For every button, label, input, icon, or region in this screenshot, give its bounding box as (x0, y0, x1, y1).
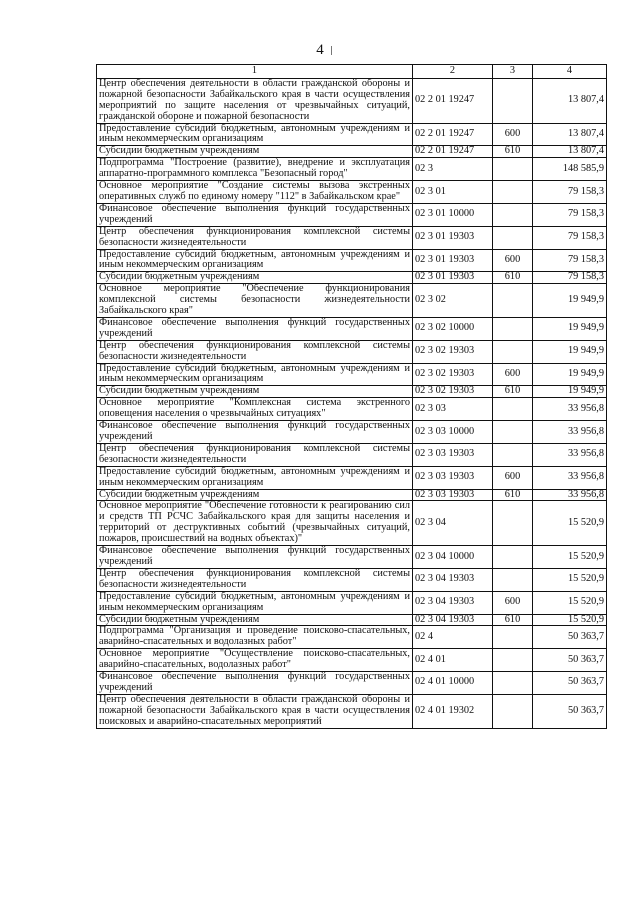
table-row (97, 317, 607, 340)
row-code: 02 4 01 10000 (413, 672, 493, 695)
row-code: 02 4 01 19302 (413, 694, 493, 728)
row-expense-type (493, 694, 533, 728)
row-expense-type (493, 203, 533, 226)
row-name: Предоставление субсидий бюджетным, автономным учреждениям и иным некоммерческим организациям (97, 591, 413, 614)
row-amount: 79 158,3 (533, 226, 607, 249)
row-name: Финансовое обеспечение выполнения функций государственных учреждений (97, 546, 413, 569)
row-amount: 13 807,4 (533, 146, 607, 158)
header-col-2: 2 (413, 65, 493, 79)
row-name: Основное мероприятие "Создание системы вызова экстренных оперативных служб по единому номеру "112" в Забайкальском крае" (97, 181, 413, 204)
row-name: Подпрограмма "Построение (развитие), внедрение и эксплуатация аппаратно-программного комплекса "Безопасный город" (97, 158, 413, 181)
row-amount: 33 956,8 (533, 421, 607, 444)
table-row (97, 626, 607, 649)
row-expense-type: 600 (493, 249, 533, 272)
row-name: Центр обеспечения функционирования комплексной системы безопасности жизнедеятельности (97, 568, 413, 591)
row-code: 02 3 01 19303 (413, 226, 493, 249)
row-name: Предоставление субсидий бюджетным, автономным учреждениям и иным некоммерческим организациям (97, 123, 413, 146)
row-code: 02 4 01 (413, 649, 493, 672)
row-expense-type (493, 78, 533, 123)
table-row (97, 340, 607, 363)
row-amount: 33 956,8 (533, 398, 607, 421)
row-expense-type: 610 (493, 614, 533, 626)
row-code: 02 3 04 10000 (413, 546, 493, 569)
row-name: Центр обеспечения деятельности в области гражданской обороны и пожарной безопасности Забайкальского края в части осуществления мероприятий по защите населения от чрезвычайных ситуаций, гражданской обороне и пожарной безопасности (97, 78, 413, 123)
row-expense-type (493, 181, 533, 204)
row-amount: 50 363,7 (533, 694, 607, 728)
table-row (97, 123, 607, 146)
table-row (97, 614, 607, 626)
row-name: Предоставление субсидий бюджетным, автономным учреждениям и иным некоммерческим организациям (97, 249, 413, 272)
row-expense-type (493, 284, 533, 318)
row-expense-type (493, 649, 533, 672)
row-amount: 50 363,7 (533, 649, 607, 672)
row-expense-type (493, 317, 533, 340)
row-code: 02 3 02 19303 (413, 363, 493, 386)
table-row (97, 421, 607, 444)
row-expense-type: 600 (493, 591, 533, 614)
table-row (97, 546, 607, 569)
row-amount: 15 520,9 (533, 501, 607, 546)
row-name: Основное мероприятие "Обеспечение функционирования комплексной системы безопасности жизнедеятельности Забайкальского края" (97, 284, 413, 318)
row-expense-type: 610 (493, 489, 533, 501)
page-tick-mark (331, 46, 332, 55)
table-row (97, 672, 607, 695)
row-code: 02 3 03 (413, 398, 493, 421)
row-code: 02 3 01 19303 (413, 249, 493, 272)
row-expense-type (493, 568, 533, 591)
row-amount: 79 158,3 (533, 181, 607, 204)
row-amount: 15 520,9 (533, 568, 607, 591)
table-row (97, 158, 607, 181)
row-amount: 33 956,8 (533, 443, 607, 466)
table-row (97, 489, 607, 501)
row-name: Предоставление субсидий бюджетным, автономным учреждениям и иным некоммерческим организациям (97, 363, 413, 386)
row-expense-type: 610 (493, 386, 533, 398)
row-code: 02 2 01 19247 (413, 123, 493, 146)
row-name: Субсидии бюджетным учреждениям (97, 272, 413, 284)
table-row (97, 501, 607, 546)
row-amount: 50 363,7 (533, 672, 607, 695)
row-expense-type: 610 (493, 272, 533, 284)
table-row (97, 272, 607, 284)
row-amount: 19 949,9 (533, 340, 607, 363)
table-row (97, 694, 607, 728)
table-body (97, 78, 607, 728)
row-expense-type (493, 501, 533, 546)
header-row (97, 65, 607, 79)
row-code: 02 3 03 10000 (413, 421, 493, 444)
table-row (97, 568, 607, 591)
table-row (97, 78, 607, 123)
header-col-1: 1 (97, 65, 413, 79)
row-amount: 50 363,7 (533, 626, 607, 649)
row-code: 02 3 03 19303 (413, 466, 493, 489)
row-code: 02 3 02 19303 (413, 340, 493, 363)
row-amount: 13 807,4 (533, 78, 607, 123)
row-name: Финансовое обеспечение выполнения функций государственных учреждений (97, 672, 413, 695)
row-name: Основное мероприятие "Комплексная система экстренного оповещения населения о чрезвычайных ситуациях" (97, 398, 413, 421)
row-amount: 148 585,9 (533, 158, 607, 181)
table-row (97, 249, 607, 272)
row-code: 02 4 (413, 626, 493, 649)
table-row (97, 363, 607, 386)
row-code: 02 3 02 (413, 284, 493, 318)
row-code: 02 3 04 19303 (413, 614, 493, 626)
row-expense-type: 610 (493, 146, 533, 158)
table-row (97, 466, 607, 489)
table-row (97, 146, 607, 158)
row-name: Субсидии бюджетным учреждениям (97, 146, 413, 158)
row-code: 02 3 01 10000 (413, 203, 493, 226)
table-row (97, 591, 607, 614)
row-amount: 79 158,3 (533, 249, 607, 272)
row-code: 02 3 04 19303 (413, 591, 493, 614)
row-amount: 19 949,9 (533, 386, 607, 398)
row-code: 02 2 01 19247 (413, 78, 493, 123)
row-code: 02 3 04 (413, 501, 493, 546)
row-expense-type (493, 443, 533, 466)
row-amount: 15 520,9 (533, 591, 607, 614)
table-row (97, 443, 607, 466)
header-col-4: 4 (533, 65, 607, 79)
row-expense-type (493, 626, 533, 649)
row-code: 02 3 01 19303 (413, 272, 493, 284)
table-row (97, 284, 607, 318)
row-expense-type (493, 340, 533, 363)
row-amount: 15 520,9 (533, 546, 607, 569)
budget-table (96, 64, 607, 729)
row-code: 02 3 (413, 158, 493, 181)
row-amount: 79 158,3 (533, 203, 607, 226)
row-name: Субсидии бюджетным учреждениям (97, 386, 413, 398)
row-amount: 19 949,9 (533, 317, 607, 340)
row-name: Субсидии бюджетным учреждениям (97, 614, 413, 626)
row-name: Центр обеспечения функционирования комплексной системы безопасности жизнедеятельности (97, 226, 413, 249)
row-code: 02 3 02 10000 (413, 317, 493, 340)
table-row (97, 386, 607, 398)
row-expense-type (493, 226, 533, 249)
row-code: 02 2 01 19247 (413, 146, 493, 158)
table-row (97, 226, 607, 249)
row-expense-type (493, 546, 533, 569)
row-name: Основное мероприятие "Обеспечение готовности к реагированию сил и средств ТП РСЧС Забайкальского края для защиты населения и территорий от деструктивных событий (чрезвычайных ситуаций, пожаров, происшествий на водных объектах)" (97, 501, 413, 546)
row-expense-type (493, 421, 533, 444)
row-expense-type (493, 398, 533, 421)
row-expense-type: 600 (493, 123, 533, 146)
row-name: Центр обеспечения функционирования комплексной системы безопасности жизнедеятельности (97, 443, 413, 466)
table-row (97, 203, 607, 226)
page-number: 4 (316, 42, 324, 58)
row-expense-type: 600 (493, 466, 533, 489)
header-col-3: 3 (493, 65, 533, 79)
table-row (97, 649, 607, 672)
row-code: 02 3 03 19303 (413, 443, 493, 466)
row-amount: 19 949,9 (533, 363, 607, 386)
row-amount: 19 949,9 (533, 284, 607, 318)
row-name: Основное мероприятие "Осуществление поисково-спасательных, аварийно-спасательных, водолазных работ" (97, 649, 413, 672)
row-name: Подпрограмма "Организация и проведение поисково-спасательных, аварийно-спасательных и водолазных работ" (97, 626, 413, 649)
row-name: Центр обеспечения функционирования комплексной системы безопасности жизнедеятельности (97, 340, 413, 363)
row-code: 02 3 01 (413, 181, 493, 204)
row-code: 02 3 03 19303 (413, 489, 493, 501)
table-row (97, 398, 607, 421)
row-code: 02 3 02 19303 (413, 386, 493, 398)
row-name: Финансовое обеспечение выполнения функций государственных учреждений (97, 421, 413, 444)
row-name: Финансовое обеспечение выполнения функций государственных учреждений (97, 317, 413, 340)
row-expense-type (493, 672, 533, 695)
row-amount: 13 807,4 (533, 123, 607, 146)
table-row (97, 181, 607, 204)
row-expense-type: 600 (493, 363, 533, 386)
row-name: Финансовое обеспечение выполнения функций государственных учреждений (97, 203, 413, 226)
row-expense-type (493, 158, 533, 181)
row-code: 02 3 04 19303 (413, 568, 493, 591)
row-amount: 15 520,9 (533, 614, 607, 626)
row-name: Субсидии бюджетным учреждениям (97, 489, 413, 501)
row-amount: 33 956,8 (533, 489, 607, 501)
row-name: Предоставление субсидий бюджетным, автономным учреждениям и иным некоммерческим организациям (97, 466, 413, 489)
row-amount: 79 158,3 (533, 272, 607, 284)
row-amount: 33 956,8 (533, 466, 607, 489)
row-name: Центр обеспечения деятельности в области гражданской обороны и пожарной безопасности Забайкальского края в части осуществления поисковых и аварийно-спасательных мероприятий (97, 694, 413, 728)
